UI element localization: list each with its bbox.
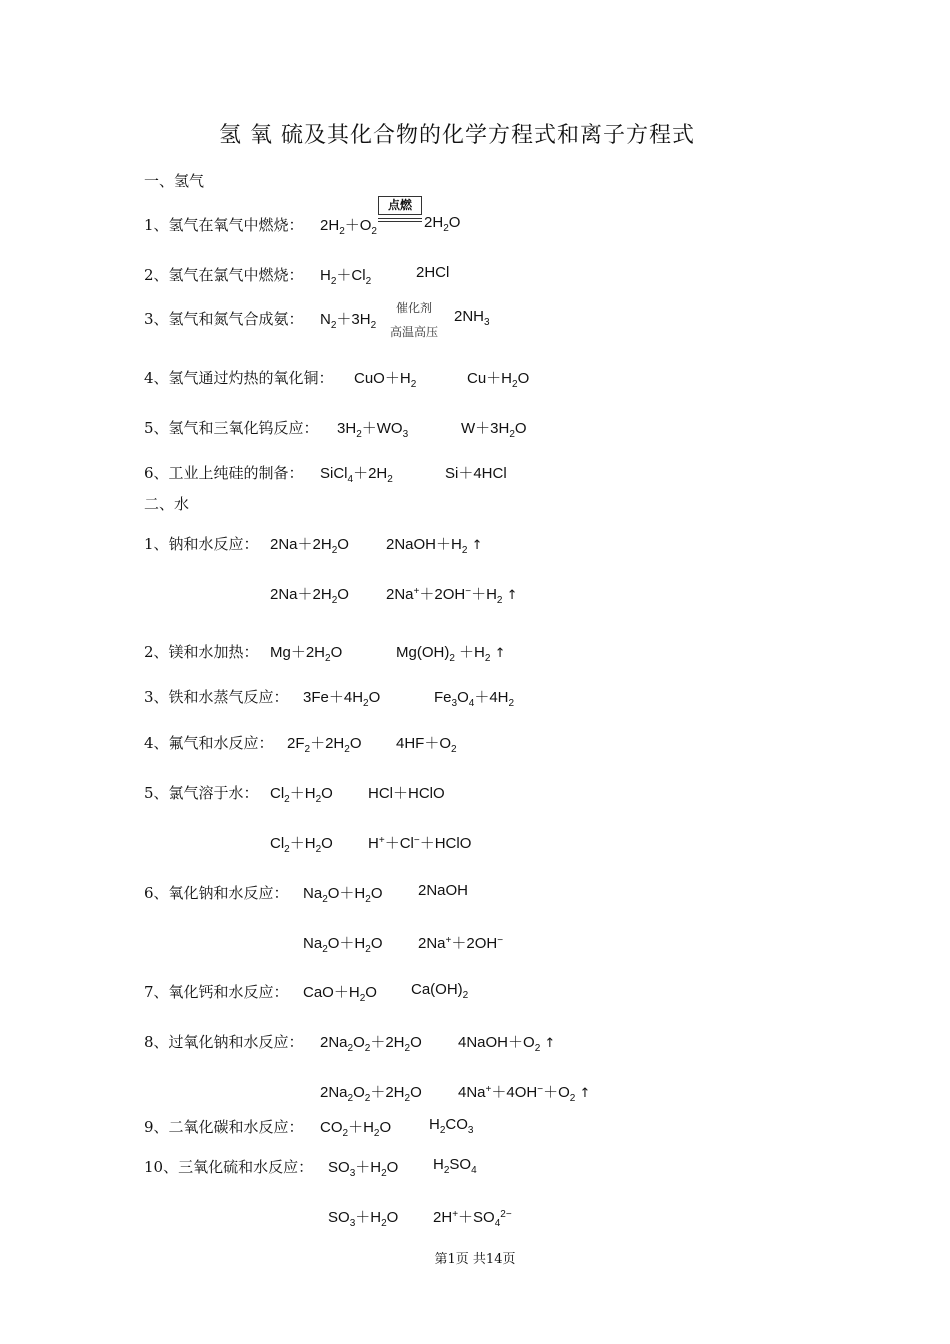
water-reaction-1: 1、钠和水反应：	[144, 535, 259, 553]
page-title: 氢 氧 硫及其化合物的化学方程式和离子方程式	[219, 123, 695, 148]
section-water: 二、水	[144, 495, 190, 513]
equation-product: $Cu+H_2O$	[467, 370, 530, 390]
water-reaction-8: 8、过氧化钠和水反应：	[144, 1033, 304, 1051]
equation-product: $H_2SO_4$	[433, 1156, 477, 1176]
ionic-equation: $Na_2O+H_2O$	[303, 935, 383, 955]
equation: $CO_2+H_2O$	[320, 1119, 392, 1139]
hydrogen-reaction-4: 4、氢气通过灼热的氧化铜：	[144, 369, 334, 387]
ionic-equation-product: $4Na^++4OH^-+O_2$ ↑	[458, 1084, 591, 1104]
water-reaction-9: 9、二氧化碳和水反应：	[144, 1118, 304, 1136]
equation: $CaO+H_2O$	[303, 984, 377, 1004]
equation-product: $W+3H_2O$	[461, 420, 527, 440]
ionic-equation-product: H+＋Cl−＋HClO	[368, 835, 472, 852]
ionic-equation: $Cl_2+H_2O$	[270, 835, 333, 855]
equation-product: $4HF+O_2$	[396, 735, 457, 755]
equation: $SO_3+H_2O$	[328, 1159, 399, 1179]
hydrogen-reaction-5: 5、氢气和三氧化钨反应：	[144, 419, 319, 437]
ionic-equation: $2Na_2O_2+2H_2O$	[320, 1084, 422, 1104]
equation: $CuO+H_2$	[354, 370, 417, 390]
hydrogen-reaction-2: 2、氢气在氯气中燃烧：	[144, 266, 304, 284]
equation-product: $Ca(OH)_2$	[411, 981, 469, 1001]
equation: $Mg+2H_2O$	[270, 644, 343, 664]
equation: $2F_2+2H_2O$	[287, 735, 362, 755]
condition-high-temp-pressure: 高温高压	[389, 325, 438, 339]
condition-catalyst: 催化剂	[395, 301, 432, 315]
ionic-equation: $SO_3+H_2O$	[328, 1209, 399, 1229]
water-reaction-5: 5、氯气溶于水：	[144, 784, 259, 802]
equation-product: $2NaOH+H_2$ ↑	[386, 536, 483, 556]
water-reaction-2: 2、镁和水加热：	[144, 643, 259, 661]
hydrogen-reaction-3: 3、氢气和氮气合成氨：	[144, 310, 304, 328]
water-reaction-6: 6、氧化钠和水反应：	[144, 884, 289, 902]
ionic-equation: $2Na+2H_2O$	[270, 586, 349, 606]
water-reaction-4: 4、氟气和水反应：	[144, 734, 274, 752]
equation: $N_2+3H_2$	[320, 311, 377, 331]
water-reaction-10: 10、三氧化硫和水反应：	[144, 1158, 314, 1176]
equation: $Cl_2+H_2O$	[270, 785, 333, 805]
equation: $3H_2+WO_3$	[337, 420, 409, 440]
equation: $H_2+Cl_2$	[320, 267, 372, 287]
reaction-label: 1、氢气在氧气中燃烧：	[144, 216, 304, 234]
page-footer: 第1页 共14页	[434, 1252, 516, 1267]
equation-product: $2NH_3$	[454, 308, 490, 328]
equation-product: $Fe_3O_4+4H_2$	[434, 689, 515, 709]
equation: $2Na_2O_2+2H_2O$	[320, 1034, 422, 1054]
equation-product: $Mg(OH)_2 +H_2$ ↑	[396, 644, 506, 664]
hydrogen-reaction-1	[144, 214, 304, 235]
equation-product: Si＋4HCl	[445, 465, 507, 482]
equation: $Na_2O+H_2O$	[303, 885, 383, 905]
equation-product: HCl＋HClO	[368, 785, 445, 802]
ionic-equation-product: $2H^++SO_4^{2-}$	[433, 1209, 512, 1229]
equation: $2Na+2H_2O$	[270, 536, 349, 556]
equation: $SiCl_4+2H_2$	[320, 465, 393, 485]
ionic-equation-product: 2Na+＋2OH−	[418, 935, 504, 952]
equation: $3Fe+4H_2O$	[303, 689, 381, 709]
equation-product: 2NaOH	[418, 882, 469, 899]
water-reaction-3: 3、铁和水蒸气反应：	[144, 688, 289, 706]
equation-product: $2H_2O$	[424, 214, 461, 234]
equation-product: 2HCl	[416, 264, 450, 281]
hydrogen-reaction-6: 6、工业上纯硅的制备：	[144, 464, 304, 482]
section-hydrogen: 一、氢气	[144, 172, 205, 190]
equation-product: $4NaOH+O_2$ ↑	[458, 1034, 556, 1054]
ionic-equation-product: $2Na^++2OH^-+H_2$ ↑	[386, 586, 518, 606]
water-reaction-7: 7、氧化钙和水反应：	[144, 983, 289, 1001]
equation: $2H_2+O_2$	[320, 217, 377, 237]
equation-product: $H_2CO_3$	[429, 1116, 474, 1136]
condition-ignite: 点燃	[378, 196, 422, 222]
